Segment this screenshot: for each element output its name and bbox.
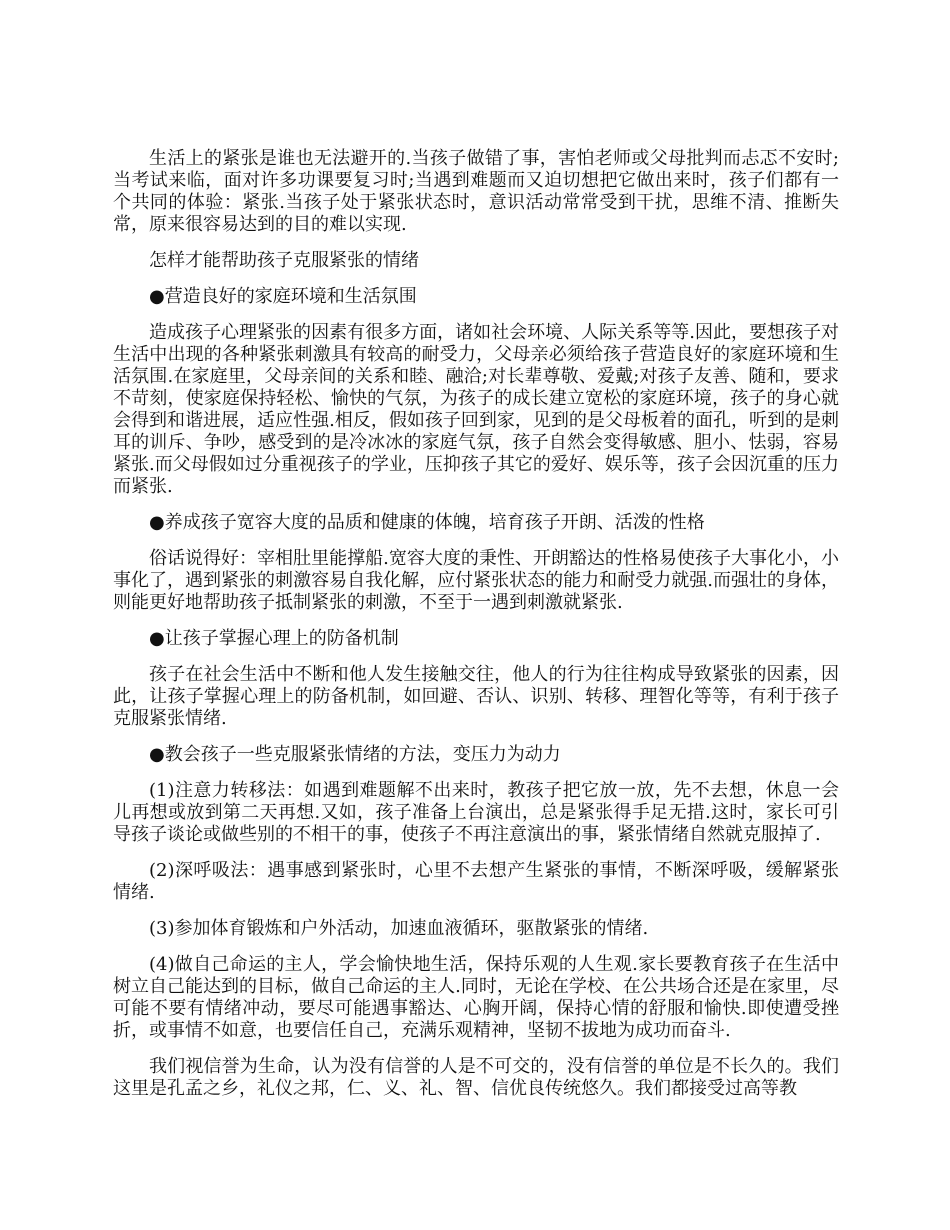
question-heading: 怎样才能帮助孩子克服紧张的情绪	[149, 250, 419, 271]
method-deep-breathing: (2)深呼吸法：遇事感到紧张时，心里不去想产生紧张的事情，不断深呼吸，缓解紧张情绪.	[113, 860, 839, 903]
character-paragraph: 俗话说得好：宰相肚里能撑船.宽容大度的秉性、开朗豁达的性格易使孩子大事化小，小事化了，遇到紧张的刺激容易自我化解，应付紧张状态的能力和耐受力就强.而强壮的身体，则能更好地帮助孩子抵制紧张的刺激，不至于一遇到刺激就紧张.	[113, 548, 839, 613]
section-heading-character: ●养成孩子宽容大度的品质和健康的体魄，培育孩子开朗、活泼的性格	[149, 512, 705, 533]
defense-mechanism-paragraph: 孩子在社会生活中不断和他人发生接触交往，他人的行为往往构成导致紧张的因素，因此，让孩子掌握心理上的防备机制，如回避、否认、识别、转移、理智化等等，有利于孩子克服紧张情绪.	[113, 664, 839, 729]
method-attention-shift: (1)注意力转移法：如遇到难题解不出来时，教孩子把它放一放，先不去想，休息一会儿再想或放到第二天再想.又如，孩子准备上台演出，总是紧张得手足无措.这时，家长可引导孩子谈论或做些别的不相干的事，使孩子不再注意演出的事，紧张情绪自然就克服掉了.	[113, 780, 839, 845]
document-page	[113, 148, 839, 1114]
section-heading-defense-mechanism: ●让孩子掌握心理上的防备机制	[149, 628, 399, 649]
method-exercise: (3)参加体育锻炼和户外活动，加速血液循环，驱散紧张的情绪.	[149, 918, 649, 939]
section-heading-family-environment: ●营造良好的家庭环境和生活氛围	[149, 286, 417, 307]
family-environment-paragraph: 造成孩子心理紧张的因素有很多方面，诸如社会环境、人际关系等等.因此，要想孩子对生活中出现的各种紧张刺激具有较高的耐受力，父母亲必须给孩子营造良好的家庭环境和生活氛围.在家庭里，父母亲间的关系和睦、融洽;对长辈尊敬、爱戴;对孩子友善、随和，要求不苛刻，使家庭保持轻松、愉快的气氛，为孩子的成长建立宽松的家庭环境，孩子的身心就会得到和谐进展，适应性强.相反，假如孩子回到家，见到的是父母板着的面孔，听到的是刺耳的训斥、争吵，感受到的是冷冰冰的家庭气氛，孩子自然会变得敏感、胆小、怯弱，容易紧张.而父母假如过分重视孩子的学业，压抑孩子其它的爱好、娱乐等，孩子会因沉重的压力而紧张.	[113, 322, 839, 497]
closing-paragraph: 我们视信誉为生命，认为没有信誉的人是不可交的，没有信誉的单位是不长久的。我们这里是孔孟之乡，礼仪之邦，仁、义、礼、智、信优良传统悠久。我们都接受过高等教	[113, 1056, 839, 1099]
section-heading-methods: ●教会孩子一些克服紧张情绪的方法，变压力为动力	[149, 744, 561, 765]
method-own-destiny: (4)做自己命运的主人，学会愉快地生活，保持乐观的人生观.家长要教育孩子在生活中树立自己能达到的目标，做自己命运的主人.同时，无论在学校、在公共场合还是在家里，尽可能不要有情绪冲动，要尽可能遇事豁达、心胸开阔，保持心情的舒服和愉快.即使遭受挫折，或事情不如意，也要信任自己，充满乐观精神，坚韧不拔地为成功而奋斗.	[113, 954, 839, 1041]
intro-paragraph: 生活上的紧张是谁也无法避开的.当孩子做错了事，害怕老师或父母批判而忐忑不安时;当考试来临，面对许多功课要复习时;当遇到难题而又迫切想把它做出来时，孩子们都有一个共同的体验：紧张.当孩子处于紧张状态时，意识活动常常受到干扰，思维不清、推断失常，原来很容易达到的目的难以实现.	[113, 148, 839, 235]
